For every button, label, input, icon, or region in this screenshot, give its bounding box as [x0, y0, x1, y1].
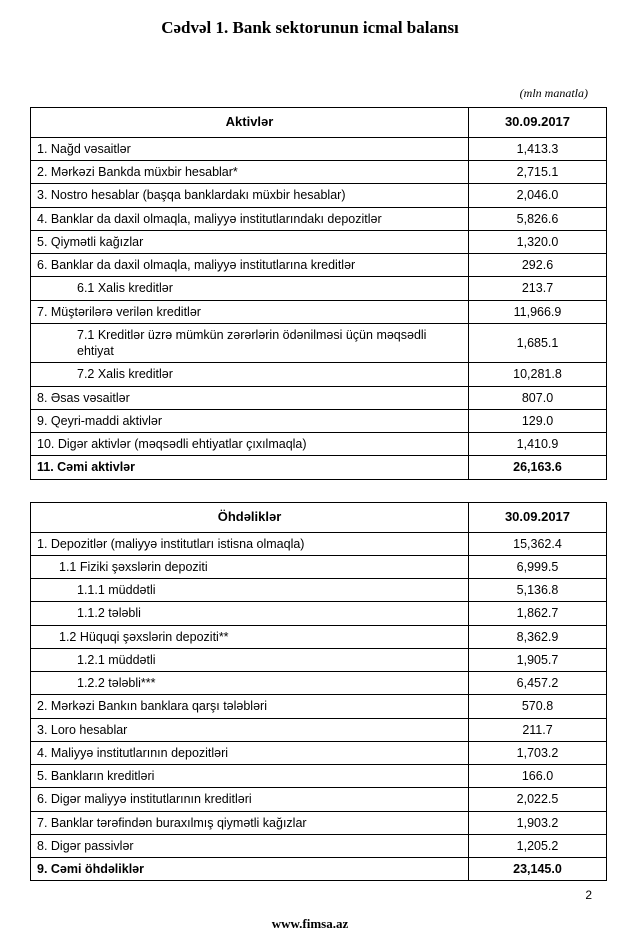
- row-label: 8. Əsas vəsaitlər: [31, 386, 469, 409]
- row-label: 4. Banklar da daxil olmaqla, maliyyə institutlarındakı depozitlər: [31, 207, 469, 230]
- row-value: 1,703.2: [469, 741, 607, 764]
- page-title: Cədvəl 1. Bank sektorunun icmal balansı: [161, 18, 459, 37]
- row-label: 7.2 Xalis kreditlər: [31, 363, 469, 386]
- row-label: 1.1 Fiziki şəxslərin depoziti: [31, 555, 469, 578]
- row-value: 8,362.9: [469, 625, 607, 648]
- row-value: 2,715.1: [469, 161, 607, 184]
- liabilities-header-date: 30.09.2017: [469, 502, 607, 532]
- table-header-row: [31, 108, 607, 138]
- row-label: 7. Müştərilərə verilən kreditlər: [31, 300, 469, 323]
- row-label: 6. Banklar da daxil olmaqla, maliyyə institutlarına kreditlər: [31, 254, 469, 277]
- row-label: 6.1 Xalis kreditlər: [31, 277, 469, 300]
- table-row: [31, 386, 607, 409]
- table-row: [31, 858, 607, 881]
- table-row: [31, 532, 607, 555]
- row-value: 1,410.9: [469, 433, 607, 456]
- row-value: 166.0: [469, 765, 607, 788]
- row-value: 6,457.2: [469, 672, 607, 695]
- row-label: 9. Qeyri-maddi aktivlər: [31, 409, 469, 432]
- table-row: [31, 788, 607, 811]
- table-row: [31, 672, 607, 695]
- assets-header-date: 30.09.2017: [469, 108, 607, 138]
- row-value: 1,905.7: [469, 648, 607, 671]
- row-value: 292.6: [469, 254, 607, 277]
- table-row: [31, 811, 607, 834]
- table-header-row: [31, 502, 607, 532]
- liabilities-table-body: [31, 532, 607, 881]
- table-row: [31, 695, 607, 718]
- table-row: [31, 741, 607, 764]
- liabilities-table: [30, 502, 607, 882]
- row-value: 15,362.4: [469, 532, 607, 555]
- row-value: 5,826.6: [469, 207, 607, 230]
- row-label: 9. Cəmi öhdəliklər: [31, 858, 469, 881]
- row-value: 2,022.5: [469, 788, 607, 811]
- page-number: 2: [585, 888, 592, 902]
- footer-link: www.fimsa.az: [271, 916, 349, 931]
- table-row: [31, 161, 607, 184]
- row-value: 1,413.3: [469, 137, 607, 160]
- row-value: 23,145.0: [469, 858, 607, 881]
- row-value: 1,903.2: [469, 811, 607, 834]
- row-label: 4. Maliyyə institutlarının depozitləri: [31, 741, 469, 764]
- table-row: [31, 648, 607, 671]
- row-value: 213.7: [469, 277, 607, 300]
- row-label: 3. Nostro hesablar (başqa banklardakı müxbir hesablar): [31, 184, 469, 207]
- row-value: 2,046.0: [469, 184, 607, 207]
- row-label: 1.1.2 tələbli: [31, 602, 469, 625]
- table-row: [31, 363, 607, 386]
- table-row: [31, 433, 607, 456]
- row-label: 7. Banklar tərəfindən buraxılmış qiymətli kağızlar: [31, 811, 469, 834]
- table-row: [31, 718, 607, 741]
- table-row: [31, 602, 607, 625]
- row-label: 11. Cəmi aktivlər: [31, 456, 469, 479]
- unit-note: (mln manatla): [519, 86, 588, 100]
- table-row: [31, 579, 607, 602]
- row-label: 1.2 Hüquqi şəxslərin depoziti**: [31, 625, 469, 648]
- assets-table-header: [31, 108, 607, 138]
- row-label: 10. Digər aktivlər (məqsədli ehtiyatlar çıxılmaqla): [31, 433, 469, 456]
- row-label: 5. Bankların kreditləri: [31, 765, 469, 788]
- table-row: [31, 456, 607, 479]
- table-row: [31, 834, 607, 857]
- row-label: 8. Digər passivlər: [31, 834, 469, 857]
- row-value: 211.7: [469, 718, 607, 741]
- table-row: [31, 137, 607, 160]
- table-row: [31, 300, 607, 323]
- table-row: [31, 230, 607, 253]
- row-value: 6,999.5: [469, 555, 607, 578]
- row-value: 1,862.7: [469, 602, 607, 625]
- table-row: [31, 409, 607, 432]
- row-label: 6. Digər maliyyə institutlarının kreditləri: [31, 788, 469, 811]
- table-row: [31, 765, 607, 788]
- row-label: 2. Mərkəzi Bankda müxbir hesablar*: [31, 161, 469, 184]
- row-label: 1.1.1 müddətli: [31, 579, 469, 602]
- liabilities-header-label: Öhdəliklər: [31, 502, 469, 532]
- table-row: [31, 207, 607, 230]
- row-label: 3. Loro hesablar: [31, 718, 469, 741]
- row-value: 570.8: [469, 695, 607, 718]
- table-row: [31, 555, 607, 578]
- table-row: [31, 323, 607, 363]
- table-row: [31, 277, 607, 300]
- assets-table: [30, 107, 607, 480]
- row-value: 1,205.2: [469, 834, 607, 857]
- row-value: 129.0: [469, 409, 607, 432]
- row-value: 11,966.9: [469, 300, 607, 323]
- assets-header-label: Aktivlər: [31, 108, 469, 138]
- table-row: [31, 625, 607, 648]
- row-value: 26,163.6: [469, 456, 607, 479]
- row-value: 1,320.0: [469, 230, 607, 253]
- assets-table-body: [31, 137, 607, 479]
- row-value: 10,281.8: [469, 363, 607, 386]
- row-label: 1. Nağd vəsaitlər: [31, 137, 469, 160]
- table-row: [31, 254, 607, 277]
- row-label: 1.2.1 müddətli: [31, 648, 469, 671]
- row-value: 807.0: [469, 386, 607, 409]
- row-label: 5. Qiymətli kağızlar: [31, 230, 469, 253]
- liabilities-table-header: [31, 502, 607, 532]
- row-label: 7.1 Kreditlər üzrə mümkün zərərlərin ödənilməsi üçün məqsədli ehtiyat: [31, 323, 469, 363]
- row-value: 1,685.1: [469, 323, 607, 363]
- table-row: [31, 184, 607, 207]
- row-label: 1. Depozitlər (maliyyə institutları istisna olmaqla): [31, 532, 469, 555]
- row-label: 2. Mərkəzi Bankın banklara qarşı tələbləri: [31, 695, 469, 718]
- row-label: 1.2.2 tələbli***: [31, 672, 469, 695]
- row-value: 5,136.8: [469, 579, 607, 602]
